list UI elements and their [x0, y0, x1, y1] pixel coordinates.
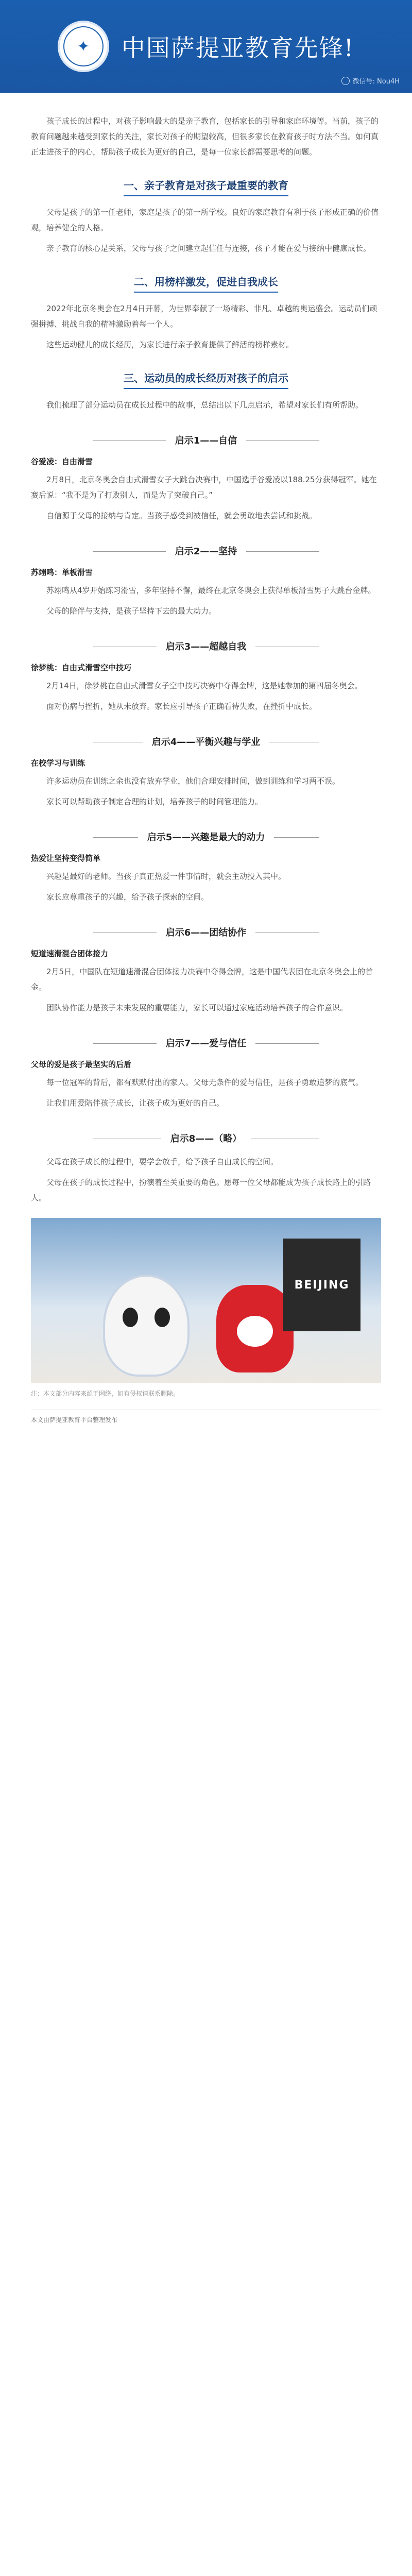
paragraph: 2月5日，中国队在短道速滑混合团体接力决赛中夺得金牌，这是中国代表团在北京冬奥会上的首金。 — [31, 967, 373, 992]
section-heading — [31, 177, 381, 196]
insight-heading — [31, 433, 381, 447]
wechat-icon — [341, 77, 350, 85]
wechat-id: 微信号: Nou4H — [352, 78, 400, 86]
footer — [31, 1410, 381, 1424]
paragraph: 父母在孩子成长的过程中，要学会放手，给予孩子自由成长的空间。 — [46, 1157, 279, 1166]
insight-label: 启示7——爱与信任 — [157, 1036, 256, 1049]
insight-heading — [31, 925, 381, 939]
insight-heading — [31, 1036, 381, 1049]
logo-emblem-icon: ✦ — [63, 26, 104, 66]
insight-subhead: 短道速滑混合团体接力 — [31, 949, 109, 958]
insight-label: 启示6——团结协作 — [157, 925, 256, 939]
footer-text: 本文由萨提亚教育平台整理发布 — [31, 1416, 118, 1423]
paragraph: 每一位冠军的背后，都有默默付出的家人。父母无条件的爱与信任，是孩子勇敢追梦的底气。 — [46, 1078, 364, 1087]
insight-label: 启示3——超越自我 — [157, 639, 256, 653]
insight-label: 启示8——（略） — [161, 1131, 251, 1145]
paragraph: 2月8日，北京冬奥会自由式滑雪女子大跳台决赛中，中国选手谷爱凌以188.25分获得冠军。她在赛后说：“我不是为了打败别人，而是为了突破自己。” — [31, 475, 377, 500]
insight-heading — [31, 544, 381, 557]
insight-heading — [31, 1131, 381, 1145]
paragraph: 父母的陪伴与支持，是孩子坚持下去的最大动力。 — [46, 606, 217, 616]
insight-subhead: 热爱让坚持变得简单 — [31, 854, 101, 863]
footnote: 注：本文部分内容来源于网络，如有侵权请联系删除。 — [31, 1390, 180, 1397]
paragraph: 家长可以帮助孩子制定合理的计划，培养孩子的时间管理能力。 — [46, 797, 263, 806]
paragraph: 苏翊鸣从4岁开始练习滑雪，多年坚持不懈，最终在北京冬奥会上获得单板滑雪男子大跳台金牌。 — [46, 586, 376, 595]
insight-subhead: 苏翊鸣：单板滑雪 — [31, 568, 93, 577]
paragraph: 许多运动员在训练之余也没有放弃学业，他们合理安排时间，做到训练和学习两不误。 — [46, 776, 340, 786]
beijing-sign: BEIJING — [283, 1239, 360, 1331]
section-heading — [31, 274, 381, 293]
panda-mascot — [103, 1275, 190, 1377]
section-heading — [31, 370, 381, 389]
paragraph: 2月14日，徐梦桃在自由式滑雪女子空中技巧决赛中夺得金牌，这是她参加的第四届冬奥会。 — [46, 681, 363, 690]
insight-heading — [31, 639, 381, 653]
banner-meta — [341, 76, 400, 86]
mascot-face — [237, 1316, 273, 1347]
paragraph: 我们梳理了部分运动员在成长过程中的故事，总结出以下几点启示，希望对家长们有所帮助。 — [46, 400, 364, 410]
school-logo — [58, 21, 109, 72]
article-content — [0, 113, 412, 1424]
closing-paragraph: 父母在孩子的成长过程中，扮演着至关重要的角色。愿每一位父母都能成为孩子成长路上的引路人。 — [31, 1178, 371, 1202]
section-title: 一、亲子教育是对孩子最重要的教育 — [124, 177, 288, 196]
insight-subhead: 徐梦桃：自由式滑雪空中技巧 — [31, 663, 132, 672]
paragraph: 这些运动健儿的成长经历，为家长进行亲子教育提供了鲜活的榜样素材。 — [46, 340, 294, 349]
paragraph: 父母是孩子的第一任老师，家庭是孩子的第一所学校。良好的家庭教育有利于孩子形成正确的价值观，培养健全的人格。 — [31, 208, 379, 232]
insight-label: 启示5——兴趣是最大的动力 — [138, 830, 274, 843]
lantern-mascot — [216, 1285, 294, 1372]
paragraph: 团队协作能力是孩子未来发展的重要能力，家长可以通过家庭活动培养孩子的合作意识。 — [46, 1003, 348, 1012]
section-title: 三、运动员的成长经历对孩子的启示 — [124, 370, 288, 389]
insight-subhead: 父母的爱是孩子最坚实的后盾 — [31, 1060, 132, 1069]
intro-paragraph: 孩子成长的过程中，对孩子影响最大的是亲子教育，包括家长的引导和家庭环境等。当前，孩子的教育问题越来越受到家长的关注，家长对孩子的期望较高，但很多家长在教育孩子时方法不当。如何真正走进孩子的内心，帮助孩子成长为更好的自己，是每一位家长都需要思考的问题。 — [31, 116, 379, 157]
insight-heading — [31, 735, 381, 748]
paragraph: 亲子教育的核心是关系，父母与孩子之间建立起信任与连接，孩子才能在爱与接纳中健康成长。 — [46, 244, 371, 253]
paragraph: 家长应尊重孩子的兴趣，给予孩子探索的空间。 — [46, 892, 209, 902]
paragraph: 让我们用爱陪伴孩子成长，让孩子成为更好的自己。 — [46, 1098, 225, 1108]
paragraph: 2022年北京冬奥会在2月4日开幕，为世界奉献了一场精彩、非凡、卓越的奥运盛会。运动员们顽强拼搏、挑战自我的精神激励着每一个人。 — [31, 304, 377, 329]
paragraph: 面对伤病与挫折，她从未放弃。家长应引导孩子正确看待失败，在挫折中成长。 — [46, 702, 317, 711]
section-title: 二、用榜样激发，促进自我成长 — [134, 274, 278, 293]
paragraph: 兴趣是最好的老师。当孩子真正热爱一件事情时，就会主动投入其中。 — [46, 872, 286, 881]
insight-label: 启示4——平衡兴趣与学业 — [143, 735, 270, 748]
mascot-eye — [123, 1308, 138, 1327]
paragraph: 自信源于父母的接纳与肯定。当孩子感受到被信任，就会勇敢地去尝试和挑战。 — [46, 511, 317, 520]
mascot-eye — [154, 1308, 170, 1327]
header-banner — [0, 0, 412, 93]
insight-subhead: 在校学习与训练 — [31, 758, 85, 768]
insight-heading — [31, 830, 381, 843]
insight-subhead: 谷爱凌：自由滑雪 — [31, 457, 93, 466]
banner-title: 中国萨提亚教育先锋! — [121, 34, 355, 62]
insight-label: 启示2——坚持 — [166, 544, 247, 557]
insight-label: 启示1——自信 — [166, 433, 247, 447]
mascot-photo — [31, 1218, 381, 1383]
